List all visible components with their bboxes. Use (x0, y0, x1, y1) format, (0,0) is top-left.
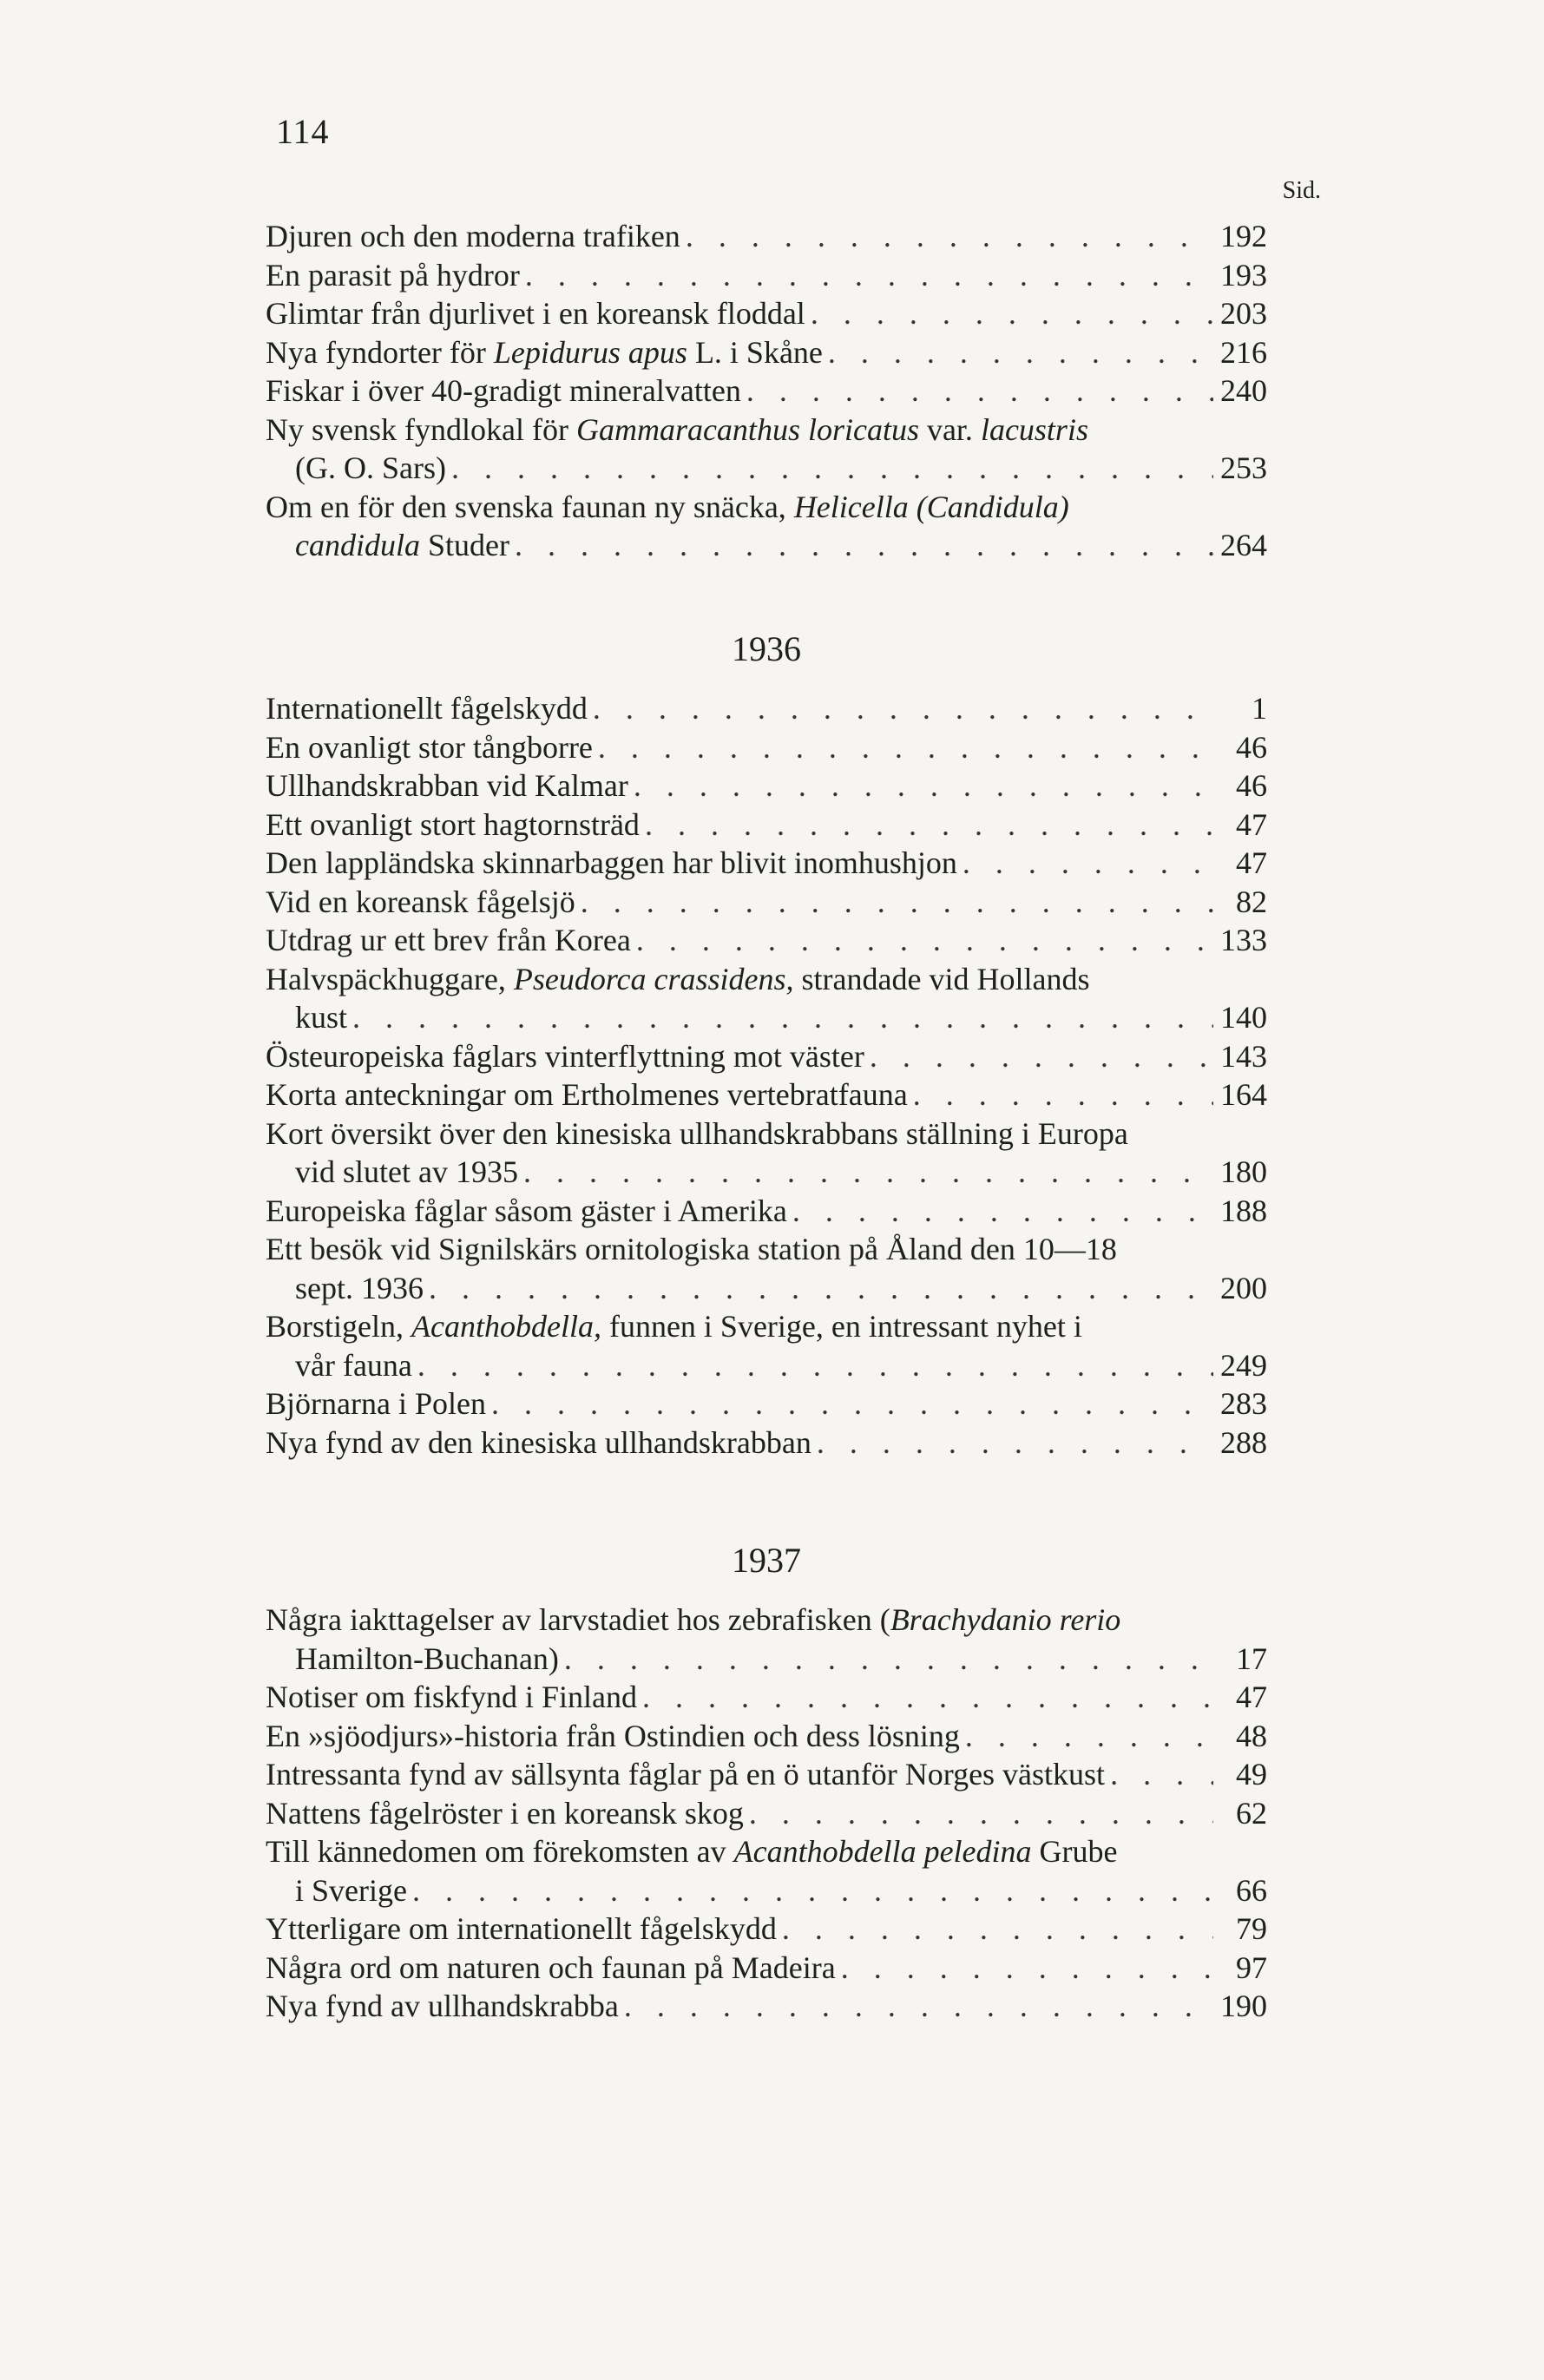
title-text: funnen i Sverige, en intressant nyhet i (601, 1309, 1082, 1344)
dot-leaders (491, 1384, 1213, 1423)
toc-entry-line (266, 689, 1267, 728)
toc-entry-title (266, 294, 805, 333)
title-text: Till kännedomen om förekomsten av (266, 1834, 734, 1869)
title-text: Studer (419, 528, 509, 562)
toc-entry-title (266, 1307, 1082, 1346)
toc-entry-title (266, 1423, 811, 1463)
toc-entry-page-number: 288 (1220, 1424, 1267, 1460)
toc-entry (266, 1601, 1267, 1678)
page-number: 114 (276, 112, 330, 151)
title-text: Djuren och den moderna trafiken (266, 219, 680, 253)
italic-text: lacustris (980, 411, 1088, 447)
toc-entry-line (266, 1832, 1267, 1871)
dot-leaders (564, 1640, 1213, 1679)
toc-entry-title (266, 488, 1069, 527)
toc-entry (266, 371, 1267, 411)
title-text: Glimtar från djurlivet i en koreansk floddal (266, 296, 805, 331)
dot-leaders (963, 844, 1213, 883)
toc-entry-line (266, 883, 1267, 922)
toc-entry-page-number: 264 (1220, 528, 1267, 562)
toc-entry (266, 689, 1267, 728)
title-text: sept. 1936 (295, 1270, 424, 1305)
title-text: Ullhandskrabban vid Kalmar (266, 768, 628, 803)
toc-entry-line (266, 1230, 1267, 1269)
title-text: i Sverige (295, 1872, 407, 1908)
italic-text: Acanthobdella peledina (733, 1834, 1032, 1869)
dot-leaders (746, 371, 1213, 411)
title-text: Ett ovanligt stort hagtornsträd (266, 806, 640, 842)
title-text: Björnarna i Polen (266, 1386, 486, 1421)
toc-entry-title (295, 1269, 424, 1308)
toc-entry-title (266, 333, 823, 372)
title-text: Notiser om fiskfynd i Finland (266, 1680, 637, 1714)
title-text: Ytterligare om internationellt fågelskydd (266, 1911, 777, 1946)
dot-leaders (523, 1153, 1213, 1192)
section-year-heading: 1936 (732, 629, 801, 668)
toc-entry (266, 1949, 1267, 1988)
title-text: Några ord om naturen och faunan på Madeira (266, 1949, 836, 1985)
toc-entry-title (266, 728, 593, 767)
toc-entry-line (266, 371, 1267, 411)
title-text: Europeiska fåglar såsom gäster i Amerika (266, 1193, 787, 1228)
title-text: Borstigeln, (266, 1309, 411, 1344)
dot-leaders (913, 1075, 1213, 1114)
toc-entry-page-number: 240 (1220, 373, 1267, 408)
toc-entry (266, 1075, 1267, 1114)
toc-entry-page-number: 164 (1220, 1077, 1267, 1112)
dot-leaders (598, 728, 1213, 767)
toc-entry-line (266, 1346, 1267, 1385)
toc-entry-page-number: 79 (1236, 1911, 1267, 1946)
title-text: Nattens fågelröster i en koreansk skog (266, 1795, 744, 1831)
toc-entry-page-number: 193 (1220, 257, 1267, 293)
toc-entry-page-number: 253 (1220, 450, 1267, 485)
toc-entry-title (295, 998, 347, 1037)
dot-leaders (817, 1423, 1213, 1463)
toc-entry-line (266, 488, 1267, 527)
dot-leaders (417, 1346, 1213, 1385)
toc-entry-line (266, 1153, 1267, 1192)
toc-entry-line (266, 1640, 1267, 1679)
toc-entry (266, 1987, 1267, 2026)
toc-entry (266, 1678, 1267, 1717)
toc-entry (266, 1384, 1267, 1423)
toc-entry-line (266, 1384, 1267, 1423)
toc-entry-title (295, 1153, 518, 1192)
toc-entry-page-number: 97 (1236, 1949, 1267, 1985)
toc-entry-line (266, 960, 1267, 999)
toc-entry-page-number: 66 (1236, 1872, 1267, 1908)
italic-text: Pseudorca crassidens, (513, 961, 794, 996)
toc-entry-title (266, 1794, 744, 1833)
toc-entry-page-number: 82 (1236, 884, 1267, 919)
dot-leaders (811, 294, 1213, 333)
toc-entry-title (295, 526, 509, 565)
toc-entry-line (266, 728, 1267, 767)
toc-entry-line (266, 1423, 1267, 1463)
toc-entry-title (266, 844, 957, 883)
toc-entry (266, 217, 1267, 256)
title-text: Nya fynd av den kinesiska ullhandskrabban (266, 1424, 811, 1460)
toc-entry-line (266, 1910, 1267, 1949)
toc-entry-page-number: 200 (1220, 1270, 1267, 1305)
toc-entry-title (266, 883, 575, 922)
toc-entry-line (266, 1307, 1267, 1346)
toc-entry-page-number: 47 (1236, 1680, 1267, 1714)
toc-entry (266, 1230, 1267, 1307)
toc-entry-title (295, 1640, 559, 1679)
title-text: (G. O. Sars) (295, 450, 446, 485)
toc-entry-page-number: 192 (1220, 219, 1267, 253)
dot-leaders (525, 256, 1213, 295)
toc-entry (266, 1037, 1267, 1076)
title-text: Om en för den svenska faunan ny snäcka, (266, 489, 794, 524)
toc-entry-title (266, 1755, 1105, 1794)
dot-leaders (593, 689, 1213, 728)
toc-entry-line (266, 449, 1267, 488)
toc-entry (266, 1910, 1267, 1949)
title-text: Östeuropeiska fåglars vinterflyttning mot väster (266, 1038, 864, 1074)
italic-text: Acanthobdella, (411, 1309, 601, 1344)
dot-leaders (642, 1678, 1213, 1717)
toc-entry-page-number: 47 (1236, 845, 1267, 880)
toc-entry (266, 1717, 1267, 1756)
toc-entry-line (266, 921, 1267, 960)
toc-entry-page-number: 46 (1236, 768, 1267, 803)
dot-leaders (1110, 1755, 1213, 1794)
toc-entry-page-number: 140 (1220, 1000, 1267, 1035)
toc-entry (266, 844, 1267, 883)
title-text: Halvspäckhuggare, (266, 961, 514, 996)
toc-entry-title (295, 449, 446, 488)
dot-leaders (636, 921, 1213, 960)
toc-entry-title (266, 217, 680, 256)
toc-entry (266, 488, 1267, 565)
toc-entry-line (266, 998, 1267, 1037)
toc-entry-title (266, 1230, 1117, 1269)
toc-entry (266, 766, 1267, 805)
toc-entry-title (266, 689, 588, 728)
toc-entry-line (266, 1037, 1267, 1076)
dot-leaders (965, 1717, 1213, 1756)
toc-entry-page-number: 249 (1220, 1347, 1267, 1383)
toc-entry (266, 1423, 1267, 1463)
toc-entry (266, 1755, 1267, 1794)
toc-entry-page-number: 49 (1236, 1757, 1267, 1792)
toc-entry-line (266, 1075, 1267, 1114)
toc-entry-title (266, 1987, 619, 2026)
title-text: Ett besök vid Signilskärs ornitologiska station på Åland den 10—18 (266, 1232, 1117, 1266)
title-text: vår fauna (295, 1347, 412, 1383)
toc-entry (266, 921, 1267, 960)
dot-leaders (645, 805, 1213, 845)
toc-entry-line (266, 766, 1267, 805)
toc-entry-title (266, 766, 628, 805)
toc-entry-line (266, 217, 1267, 256)
toc-entry-line (266, 1755, 1267, 1794)
toc-entry-line (266, 1987, 1267, 2026)
dot-leaders (451, 449, 1213, 488)
toc-entry-title (266, 805, 640, 845)
dot-leaders (792, 1192, 1213, 1231)
toc-entry-line (266, 1794, 1267, 1833)
toc-entry-title (266, 960, 1089, 999)
dot-leaders (515, 526, 1213, 565)
toc-entry-line (266, 333, 1267, 372)
toc-entry (266, 1307, 1267, 1384)
toc-entry-title (266, 1192, 787, 1231)
toc-section (266, 625, 1267, 1462)
toc-entry (266, 411, 1267, 488)
toc-entry-page-number: 47 (1236, 806, 1267, 842)
toc-entry-title (266, 1949, 836, 1988)
toc-entry-line (266, 1949, 1267, 1988)
toc-entry-line (266, 256, 1267, 295)
italic-text: candidula (295, 528, 420, 562)
toc-entry-title (295, 1871, 407, 1910)
dot-leaders (870, 1037, 1213, 1076)
title-text: Några iakttagelser av larvstadiet hos zebrafisken ( (266, 1602, 890, 1637)
title-text: var. (918, 411, 981, 447)
dot-leaders (352, 998, 1213, 1037)
title-text: Den lappländska skinnarbaggen har blivit inomhushjon (266, 845, 957, 880)
toc-entry-title (266, 1910, 777, 1949)
title-text: Nya fynd av ullhandskrabba (266, 1989, 619, 2023)
toc-entry-title (266, 1037, 864, 1076)
title-text: Fiskar i över 40-gradigt mineralvatten (266, 373, 741, 408)
title-text: Intressanta fynd av sällsynta fåglar på en ö utanför Norges västkust (266, 1757, 1106, 1792)
toc-entry-title (266, 1601, 1120, 1640)
title-text: L. i Skåne (687, 334, 823, 370)
title-text: Korta anteckningar om Ertholmenes vertebratfauna (266, 1077, 908, 1112)
title-text: Kort översikt över den kinesiska ullhandskrabbans ställning i Europa (266, 1115, 1128, 1151)
title-text: En parasit på hydror (266, 257, 520, 293)
toc-entry-title (266, 1832, 1118, 1871)
dot-leaders (749, 1794, 1213, 1833)
toc-entry-title (266, 1075, 908, 1114)
toc-entry (266, 294, 1267, 333)
toc-entry-title (266, 1114, 1128, 1154)
toc-section (266, 217, 1267, 565)
toc-entry-line (266, 294, 1267, 333)
toc-entry-line (266, 805, 1267, 845)
toc-entry-title (266, 256, 520, 295)
toc-entry-page-number: 188 (1220, 1193, 1267, 1228)
toc-entry (266, 883, 1267, 922)
toc-entry (266, 333, 1267, 372)
title-text: strandade vid Hollands (793, 961, 1090, 996)
title-text: Ny svensk fyndlokal för (266, 411, 576, 447)
dot-leaders (429, 1269, 1213, 1308)
toc-entry-page-number: 180 (1220, 1154, 1267, 1189)
italic-text: Lepidurus apus (493, 334, 687, 370)
title-text: Vid en koreansk fågelsjö (266, 884, 575, 919)
toc-entry-line (266, 526, 1267, 565)
toc-entry-page-number: 62 (1236, 1795, 1267, 1831)
toc-entry-page-number: 1 (1252, 691, 1267, 726)
toc-entry-line (266, 1192, 1267, 1231)
toc-entry-page-number: 283 (1220, 1386, 1267, 1421)
toc-entry-page-number: 48 (1236, 1718, 1267, 1753)
toc-entry-title (266, 1384, 486, 1423)
toc-entry (266, 805, 1267, 845)
toc-entry-page-number: 203 (1220, 296, 1267, 331)
dot-leaders (841, 1949, 1213, 1988)
toc-entry-line (266, 1871, 1267, 1910)
italic-text: Helicella (Candidula) (793, 489, 1069, 524)
italic-text: Brachydanio rerio (890, 1602, 1121, 1637)
section-year-heading: 1937 (732, 1541, 801, 1580)
toc-entry (266, 1114, 1267, 1192)
dot-leaders (624, 1987, 1213, 2026)
toc-entry-title (266, 411, 1088, 450)
dot-leaders (581, 883, 1213, 922)
dot-leaders (686, 217, 1213, 256)
title-text: Internationellt fågelskydd (266, 691, 588, 726)
toc-entry-page-number: 143 (1220, 1038, 1267, 1074)
title-text: Hamilton-Buchanan) (295, 1640, 559, 1676)
italic-text: Gammaracanthus loricatus (575, 411, 919, 447)
toc-entry-line (266, 1678, 1267, 1717)
toc-entry (266, 960, 1267, 1037)
toc-section (266, 1536, 1267, 2026)
dot-leaders (828, 333, 1213, 372)
toc-entry-page-number: 190 (1220, 1989, 1267, 2023)
toc-entry-title (266, 371, 741, 411)
dot-leaders (634, 766, 1213, 805)
toc-entry (266, 1794, 1267, 1833)
title-text: Grube (1031, 1834, 1118, 1869)
title-text: vid slutet av 1935 (295, 1154, 518, 1189)
dot-leaders (782, 1910, 1213, 1949)
toc-entry-title (266, 1717, 960, 1756)
title-text: kust (295, 1000, 348, 1035)
dot-leaders (412, 1871, 1213, 1910)
toc-entry-page-number: 17 (1236, 1640, 1267, 1676)
toc-entry-page-number: 133 (1220, 923, 1267, 957)
page-column-heading: Sid. (1282, 177, 1321, 204)
toc-entry-title (266, 921, 631, 960)
toc-entry-line (266, 1114, 1267, 1154)
title-text: En »sjöodjurs»-historia från Ostindien och dess lösning (266, 1718, 960, 1753)
toc-entry (266, 1832, 1267, 1910)
toc-entry-title (266, 1678, 637, 1717)
toc-entry-title (295, 1346, 412, 1385)
toc-entry (266, 728, 1267, 767)
toc-entry-line (266, 1269, 1267, 1308)
toc-entry (266, 256, 1267, 295)
toc-entry-page-number: 46 (1236, 729, 1267, 765)
title-text: Utdrag ur ett brev från Korea (266, 923, 631, 957)
toc-entry-line (266, 1717, 1267, 1756)
title-text: En ovanligt stor tångborre (266, 729, 593, 765)
toc-entry-line (266, 844, 1267, 883)
toc-entry-line (266, 411, 1267, 450)
toc-entry-page-number: 216 (1220, 334, 1267, 370)
toc-entry-line (266, 1601, 1267, 1640)
toc-entry (266, 1192, 1267, 1231)
title-text: Nya fyndorter för (266, 334, 494, 370)
